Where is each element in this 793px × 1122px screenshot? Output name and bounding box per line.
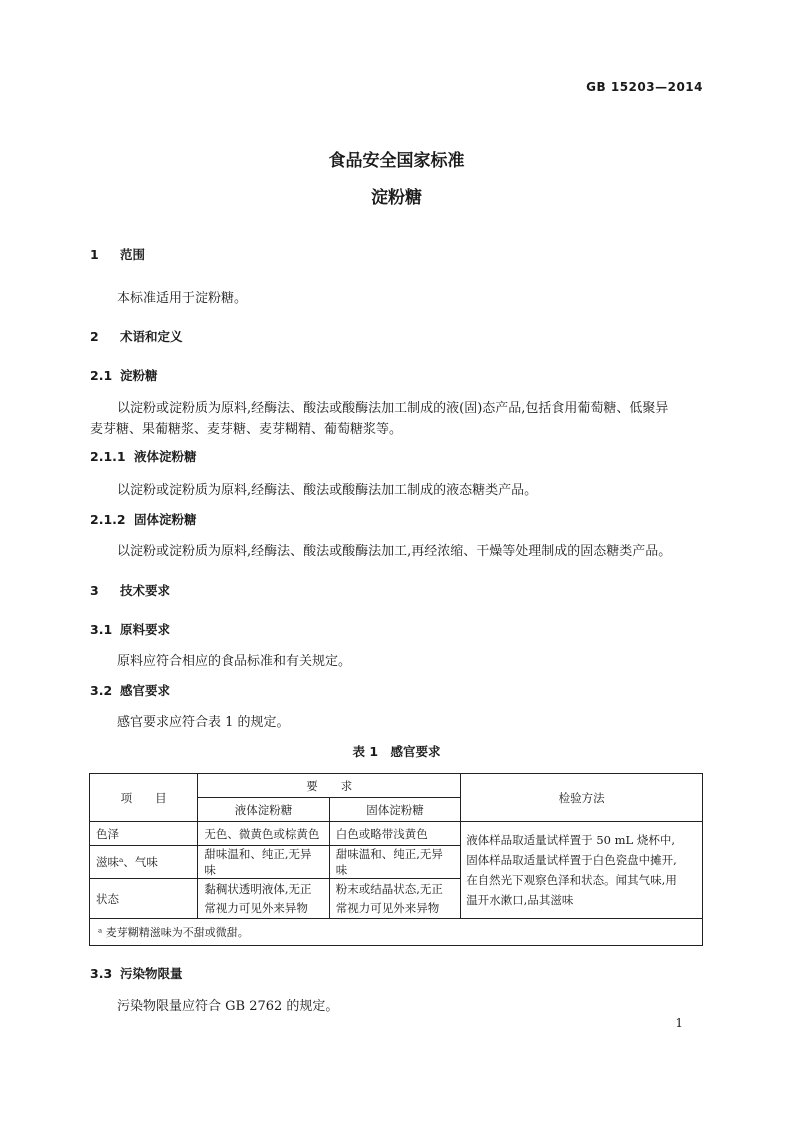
section-3-2-heading [90,681,170,699]
table-footnote: ᵃ 麦芽糊精滋味为不甜或微甜。 [90,919,703,946]
section-number: 3 [90,583,99,598]
method-line: 在自然光下观察色泽和状态。闻其气味,用 [466,873,677,887]
header-method: 检验方法 [461,774,703,822]
section-2-1-2-heading [90,510,197,528]
cell-item: 状态 [90,879,198,919]
section-3-heading [90,581,170,599]
paragraph: 原料应符合相应的食品标准和有关规定。 [117,654,352,669]
cell-line: 粉末或结晶状态,无正 [335,881,443,896]
section-number: 3.2 [90,683,113,698]
section-number: 2.1.1 [90,449,126,464]
cell-line: 黏稠状透明液体,无正 [204,881,312,896]
cell-solid [329,879,460,919]
table-caption: 表 1 感官要求 [352,744,441,759]
method-line: 液体样品取适量试样置于 50 mL 烧杯中, [466,833,675,847]
paragraph-line: 麦芽糖、果葡糖浆、麦芽糖、麦芽糊精、葡萄糖浆等。 [90,422,403,437]
section-2-1-heading [90,366,158,384]
section-number: 2.1.2 [90,512,126,527]
section-2-1-1-heading [90,447,197,465]
method-line: 固体样品取适量试样置于白色瓷盘中摊开, [466,853,677,867]
section-title: 原料要求 [120,622,171,637]
section-title: 液体淀粉糖 [134,449,197,464]
section-1-heading [90,245,145,263]
paragraph: 污染物限量应符合 GB 2762 的规定。 [117,999,339,1014]
table-row [90,822,703,846]
header-requirements: 要 求 [198,774,461,798]
sensory-requirements-table [89,773,703,946]
cell-solid: 白色或略带浅黄色 [329,822,460,846]
section-title: 术语和定义 [120,329,183,344]
section-number: 1 [90,247,99,262]
cell-line: 常视力可见外来异物 [204,900,308,915]
cell-solid: 甜味温和、纯正,无异味 [329,846,460,879]
paragraph: 感官要求应符合表 1 的规定。 [117,715,290,730]
section-title: 固体淀粉糖 [134,512,197,527]
paragraph: 以淀粉或淀粉质为原料,经酶法、酸法或酸酶法加工,再经浓缩、干燥等处理制成的固态糖类产品。 [117,544,672,559]
header-solid: 固体淀粉糖 [329,798,460,822]
cell-liquid: 甜味温和、纯正,无异味 [198,846,329,879]
method-line: 温开水漱口,品其滋味 [466,893,574,907]
section-3-3-heading [90,964,183,982]
section-number: 2 [90,329,99,344]
section-number: 2.1 [90,368,113,383]
section-title: 淀粉糖 [120,368,158,383]
cell-item: 色泽 [90,822,198,846]
section-title: 范围 [120,247,146,262]
cell-liquid [198,879,329,919]
standard-number: GB 15203—2014 [586,80,703,94]
cell-liquid: 无色、微黄色或棕黄色 [198,822,329,846]
cell-item: 滋味ᵃ、气味 [90,846,198,879]
document-title: 食品安全国家标准 [328,151,465,171]
section-number: 3.1 [90,622,113,637]
paragraph: 以淀粉或淀粉质为原料,经酶法、酸法或酸酶法加工制成的液态糖类产品。 [117,483,538,498]
cell-line: 常视力可见外来异物 [335,900,440,915]
paragraph: 本标准适用于淀粉糖。 [117,291,248,306]
section-3-1-heading [90,620,170,638]
cell-method [461,822,703,919]
document-subtitle: 淀粉糖 [371,188,422,208]
header-item: 项 目 [90,774,198,822]
section-number: 3.3 [90,966,113,981]
section-2-heading [90,327,183,345]
section-title: 感官要求 [120,683,171,698]
paragraph-line: 以淀粉或淀粉质为原料,经酶法、酸法或酸酶法加工制成的液(固)态产品,包括食用葡萄糖、低聚异 [117,401,669,416]
section-title: 污染物限量 [120,966,183,981]
section-title: 技术要求 [120,583,171,598]
page-number: 1 [675,1016,683,1030]
header-liquid: 液体淀粉糖 [198,798,329,822]
